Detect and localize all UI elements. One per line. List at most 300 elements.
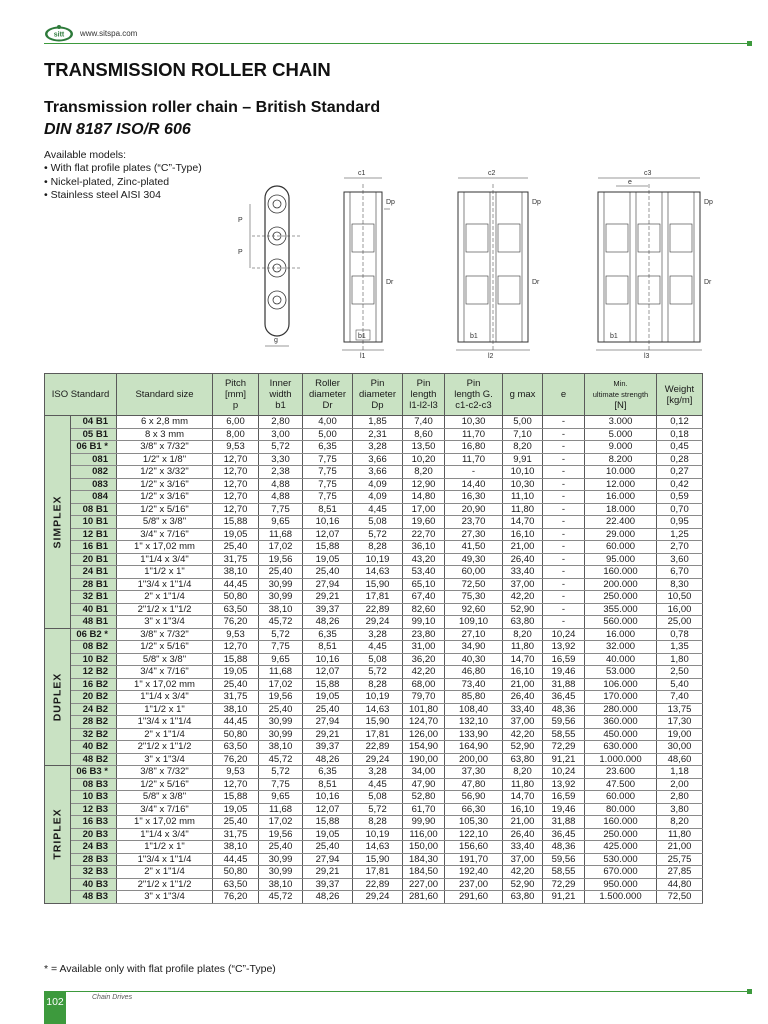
inner-width-cell: 30,99 <box>259 866 303 879</box>
e-value-cell: - <box>543 516 585 529</box>
weight-cell: 10,50 <box>657 591 703 604</box>
pin-length-cell: 19,60 <box>403 516 445 529</box>
iso-code-cell: 32 B3 <box>71 866 117 879</box>
pin-length-g-cell: 41,50 <box>445 541 503 554</box>
footer-rule <box>44 991 752 992</box>
iso-code-cell: 083 <box>71 478 117 491</box>
standard-size-cell: 3/8" x 7/32" <box>117 628 213 641</box>
pin-length-g-cell: 92,60 <box>445 603 503 616</box>
iso-code-cell: 48 B3 <box>71 891 117 904</box>
c2-label: c2 <box>488 170 496 177</box>
pin-length-cell: 36,20 <box>403 653 445 666</box>
dr-label: Dr <box>386 279 394 286</box>
pin-diameter-cell: 4,09 <box>353 478 403 491</box>
pin-length-cell: 150,00 <box>403 841 445 854</box>
g-max-cell: 37,00 <box>503 578 543 591</box>
iso-code-cell: 08 B3 <box>71 778 117 791</box>
pin-length-g-cell: 85,80 <box>445 691 503 704</box>
standard-size-cell: 2" x 1"1/4 <box>117 728 213 741</box>
standard-size-cell: 1/2" x 3/16" <box>117 491 213 504</box>
iso-code-cell: 28 B2 <box>71 716 117 729</box>
iso-code-cell: 40 B3 <box>71 878 117 891</box>
pin-length-g-cell: 72,50 <box>445 578 503 591</box>
group-label-cell <box>45 766 71 904</box>
pin-length-g-cell: 105,30 <box>445 816 503 829</box>
weight-cell: 2,00 <box>657 778 703 791</box>
table-row <box>45 853 703 866</box>
pitch-cell: 25,40 <box>213 678 259 691</box>
standard-size-cell: 6 x 2,8 mm <box>117 416 213 429</box>
pin-length-g-cell: 156,60 <box>445 841 503 854</box>
g-max-cell: 52,90 <box>503 603 543 616</box>
pitch-cell: 38,10 <box>213 703 259 716</box>
e-value-cell: 31,88 <box>543 678 585 691</box>
pitch-cell: 15,88 <box>213 791 259 804</box>
weight-cell: 48,60 <box>657 753 703 766</box>
g-max-cell: 5,00 <box>503 416 543 429</box>
g-max-cell: 21,00 <box>503 541 543 554</box>
pin-length-g-cell: 56,90 <box>445 791 503 804</box>
roller-diameter-cell: 39,37 <box>303 878 353 891</box>
ultimate-strength-cell: 200.000 <box>585 578 657 591</box>
iso-code-cell: 08 B1 <box>71 503 117 516</box>
pitch-cell: 63,50 <box>213 741 259 754</box>
pin-length-cell: 10,20 <box>403 453 445 466</box>
table-row <box>45 828 703 841</box>
roller-diameter-cell: 6,35 <box>303 441 353 454</box>
standard-size-cell: 1/2" x 5/16" <box>117 641 213 654</box>
weight-cell: 2,50 <box>657 666 703 679</box>
side-view <box>238 186 302 346</box>
pin-diameter-cell: 3,28 <box>353 441 403 454</box>
pin-length-cell: 53,40 <box>403 566 445 579</box>
pin-diameter-cell: 8,28 <box>353 678 403 691</box>
e-value-cell: - <box>543 578 585 591</box>
pin-diameter-cell: 5,72 <box>353 803 403 816</box>
iso-code-cell: 06 B1 * <box>71 441 117 454</box>
standard-size-cell: 3/4" x 7/16" <box>117 666 213 679</box>
g-max-cell: 11,80 <box>503 641 543 654</box>
g-max-cell: 16,10 <box>503 528 543 541</box>
e-value-cell: 19,46 <box>543 803 585 816</box>
pin-length-g-cell: - <box>445 466 503 479</box>
g-max-cell: 63,80 <box>503 753 543 766</box>
ultimate-strength-cell: 670.000 <box>585 866 657 879</box>
pin-length-cell: 67,40 <box>403 591 445 604</box>
pin-length-g-cell: 37,30 <box>445 766 503 779</box>
weight-cell: 3,60 <box>657 553 703 566</box>
pin-length-cell: 7,40 <box>403 416 445 429</box>
inner-width-cell: 2,38 <box>259 466 303 479</box>
pitch-label-1: P <box>238 249 243 256</box>
pitch-cell: 6,00 <box>213 416 259 429</box>
g-max-cell: 26,40 <box>503 828 543 841</box>
pin-length-g-cell: 164,90 <box>445 741 503 754</box>
table-row <box>45 603 703 616</box>
table-row <box>45 628 703 641</box>
pitch-cell: 76,20 <box>213 891 259 904</box>
e-value-cell: 48,36 <box>543 841 585 854</box>
pitch-cell: 12,70 <box>213 453 259 466</box>
table-row <box>45 791 703 804</box>
roller-diameter-cell: 7,75 <box>303 453 353 466</box>
inner-width-cell: 3,30 <box>259 453 303 466</box>
standard-size-cell: 3" x 1"3/4 <box>117 753 213 766</box>
table-row <box>45 703 703 716</box>
pin-length-g-cell: 20,90 <box>445 503 503 516</box>
e-value-cell: - <box>543 466 585 479</box>
dr-label-triplex: Dr <box>704 279 712 286</box>
weight-cell: 0,95 <box>657 516 703 529</box>
standard-size-cell: 1"1/4 x 3/4" <box>117 691 213 704</box>
pin-diameter-cell: 3,28 <box>353 766 403 779</box>
iso-code-cell: 28 B1 <box>71 578 117 591</box>
weight-cell: 1,35 <box>657 641 703 654</box>
standard-size-cell: 5/8" x 3/8" <box>117 791 213 804</box>
standard-size-cell: 1/2" x 5/16" <box>117 503 213 516</box>
roller-diameter-cell: 7,75 <box>303 466 353 479</box>
iso-code-cell: 48 B1 <box>71 616 117 629</box>
inner-width-cell: 7,75 <box>259 503 303 516</box>
e-value-cell: 72,29 <box>543 878 585 891</box>
pin-length-cell: 23,80 <box>403 628 445 641</box>
model-item: • Nickel-plated, Zinc-plated <box>44 176 202 190</box>
pitch-cell: 12,70 <box>213 641 259 654</box>
weight-cell: 72,50 <box>657 891 703 904</box>
pitch-cell: 12,70 <box>213 503 259 516</box>
inner-width-cell: 5,72 <box>259 766 303 779</box>
table-row <box>45 553 703 566</box>
g-max-cell: 9,91 <box>503 453 543 466</box>
pin-length-g-cell: 192,40 <box>445 866 503 879</box>
e-value-cell: 16,59 <box>543 791 585 804</box>
e-value-cell: 91,21 <box>543 891 585 904</box>
inner-width-cell: 7,75 <box>259 778 303 791</box>
pin-diameter-cell: 14,63 <box>353 841 403 854</box>
iso-code-cell: 20 B3 <box>71 828 117 841</box>
pin-length-cell: 281,60 <box>403 891 445 904</box>
ultimate-strength-cell: 425.000 <box>585 841 657 854</box>
header-roller-diameter-l1: Roller <box>315 378 340 389</box>
pin-length-cell: 65,10 <box>403 578 445 591</box>
dp-label-duplex: Dp <box>532 199 541 206</box>
ultimate-strength-cell: 22.400 <box>585 516 657 529</box>
pin-diameter-cell: 5,08 <box>353 791 403 804</box>
roller-diameter-cell: 19,05 <box>303 553 353 566</box>
pin-length-g-cell: 237,00 <box>445 878 503 891</box>
pin-length-g-cell: 34,90 <box>445 641 503 654</box>
iso-code-cell: 081 <box>71 453 117 466</box>
footer-label: Chain Drives <box>92 994 133 1001</box>
iso-code-cell: 10 B2 <box>71 653 117 666</box>
pin-length-g-cell: 27,30 <box>445 528 503 541</box>
ultimate-strength-cell: 355.000 <box>585 603 657 616</box>
pin-diameter-cell: 29,24 <box>353 753 403 766</box>
g-max-cell: 42,20 <box>503 728 543 741</box>
inner-width-cell: 9,65 <box>259 653 303 666</box>
l3-label: l3 <box>644 353 650 360</box>
standard-size-cell: 1"1/4 x 3/4" <box>117 828 213 841</box>
duplex-group <box>45 628 703 766</box>
inner-width-cell: 38,10 <box>259 741 303 754</box>
iso-code-cell: 48 B2 <box>71 753 117 766</box>
pin-length-g-cell: 291,60 <box>445 891 503 904</box>
header-weight-l2: [kg/m] <box>666 394 693 406</box>
header-roller-diameter <box>303 374 353 416</box>
ultimate-strength-cell: 5.000 <box>585 428 657 441</box>
dr-label-duplex: Dr <box>532 279 540 286</box>
pitch-cell: 50,80 <box>213 866 259 879</box>
table-header-row <box>45 374 703 416</box>
weight-cell: 1,80 <box>657 653 703 666</box>
iso-code-cell: 24 B1 <box>71 566 117 579</box>
roller-diameter-cell: 10,16 <box>303 791 353 804</box>
table-row <box>45 491 703 504</box>
pitch-cell: 63,50 <box>213 603 259 616</box>
pitch-cell: 12,70 <box>213 478 259 491</box>
group-label-cell <box>45 416 71 629</box>
iso-code-cell: 24 B2 <box>71 703 117 716</box>
weight-cell: 0,45 <box>657 441 703 454</box>
e-value-cell: 48,36 <box>543 703 585 716</box>
ultimate-strength-cell: 630.000 <box>585 741 657 754</box>
header-inner-width-l3: b1 <box>275 400 286 411</box>
e-value-cell: - <box>543 441 585 454</box>
inner-width-cell: 9,65 <box>259 516 303 529</box>
g-max-cell: 33,40 <box>503 566 543 579</box>
pin-diameter-cell: 29,24 <box>353 616 403 629</box>
pitch-cell: 9,53 <box>213 766 259 779</box>
standard-size-cell: 1"1/2 x 1" <box>117 566 213 579</box>
pin-diameter-cell: 15,90 <box>353 578 403 591</box>
standard-size-cell: 1"3/4 x 1"1/4 <box>117 853 213 866</box>
table-row <box>45 466 703 479</box>
e-value-cell: 10,24 <box>543 766 585 779</box>
standard-size-cell: 1"1/2 x 1" <box>117 703 213 716</box>
g-max-cell: 63,80 <box>503 616 543 629</box>
model-item: • Stainless steel AISI 304 <box>44 189 202 203</box>
pitch-cell: 44,45 <box>213 853 259 866</box>
iso-code-cell: 082 <box>71 466 117 479</box>
e-value-cell: 10,24 <box>543 628 585 641</box>
b1-label-duplex: b1 <box>470 333 478 340</box>
b1-label-simplex: b1 <box>358 333 366 340</box>
g-max-cell: 42,20 <box>503 591 543 604</box>
header-pin-length-g-l2: length G. <box>454 389 493 400</box>
header-ultimate-strength-l3: [N] <box>614 400 627 411</box>
weight-cell: 21,00 <box>657 841 703 854</box>
pin-length-g-cell: 11,70 <box>445 453 503 466</box>
weight-cell: 6,70 <box>657 566 703 579</box>
inner-width-cell: 11,68 <box>259 528 303 541</box>
standard-size-cell: 2" x 1"1/4 <box>117 591 213 604</box>
e-label: e <box>628 179 632 186</box>
weight-cell: 16,00 <box>657 603 703 616</box>
table-row <box>45 891 703 904</box>
roller-diameter-cell: 10,16 <box>303 516 353 529</box>
ultimate-strength-cell: 60.000 <box>585 541 657 554</box>
roller-diameter-cell: 19,05 <box>303 691 353 704</box>
pin-diameter-cell: 29,24 <box>353 891 403 904</box>
pin-length-cell: 61,70 <box>403 803 445 816</box>
table-row <box>45 616 703 629</box>
pin-diameter-cell: 8,28 <box>353 816 403 829</box>
weight-cell: 0,28 <box>657 453 703 466</box>
g-max-cell: 8,20 <box>503 766 543 779</box>
pin-length-g-cell: 47,80 <box>445 778 503 791</box>
group-label: DUPLEX <box>50 672 63 722</box>
g-max-cell: 26,40 <box>503 691 543 704</box>
pin-length-cell: 99,10 <box>403 616 445 629</box>
iso-code-cell: 28 B3 <box>71 853 117 866</box>
pin-length-cell: 43,20 <box>403 553 445 566</box>
pin-length-g-cell: 109,10 <box>445 616 503 629</box>
e-value-cell: - <box>543 416 585 429</box>
table-row <box>45 428 703 441</box>
pin-diameter-cell: 5,08 <box>353 516 403 529</box>
table-row <box>45 778 703 791</box>
pin-length-g-cell: 66,30 <box>445 803 503 816</box>
pin-diameter-cell: 1,85 <box>353 416 403 429</box>
g-max-cell: 14,70 <box>503 653 543 666</box>
g-max-cell: 11,10 <box>503 491 543 504</box>
weight-cell: 1,25 <box>657 528 703 541</box>
models-list <box>44 162 202 203</box>
pin-diameter-cell: 22,89 <box>353 741 403 754</box>
pin-diameter-cell: 10,19 <box>353 828 403 841</box>
g-max-cell: 52,90 <box>503 741 543 754</box>
inner-width-cell: 4,88 <box>259 491 303 504</box>
pin-length-cell: 17,00 <box>403 503 445 516</box>
iso-code-cell: 06 B2 * <box>71 628 117 641</box>
e-value-cell: - <box>543 591 585 604</box>
pitch-cell: 12,70 <box>213 466 259 479</box>
header-pin-length-g <box>445 374 503 416</box>
table-row <box>45 566 703 579</box>
weight-cell: 2,70 <box>657 541 703 554</box>
iso-code-cell: 08 B2 <box>71 641 117 654</box>
e-value-cell: - <box>543 566 585 579</box>
header-ultimate-strength <box>585 374 657 416</box>
table-row <box>45 578 703 591</box>
table-row <box>45 641 703 654</box>
table-row <box>45 803 703 816</box>
weight-cell: 27,85 <box>657 866 703 879</box>
pitch-cell: 76,20 <box>213 753 259 766</box>
iso-code-cell: 40 B2 <box>71 741 117 754</box>
ultimate-strength-cell: 16.000 <box>585 491 657 504</box>
pin-length-g-cell: 16,30 <box>445 491 503 504</box>
group-label: SIMPLEX <box>50 495 63 549</box>
pitch-cell: 63,50 <box>213 878 259 891</box>
table-row <box>45 678 703 691</box>
pin-diameter-cell: 5,72 <box>353 666 403 679</box>
inner-width-cell: 30,99 <box>259 716 303 729</box>
g-max-cell: 37,00 <box>503 716 543 729</box>
inner-width-cell: 17,02 <box>259 678 303 691</box>
weight-cell: 30,00 <box>657 741 703 754</box>
inner-width-cell: 25,40 <box>259 841 303 854</box>
pin-diameter-cell: 3,66 <box>353 466 403 479</box>
e-value-cell: 72,29 <box>543 741 585 754</box>
ultimate-strength-cell: 53.000 <box>585 666 657 679</box>
standard-size-cell: 1"1/2 x 1" <box>117 841 213 854</box>
g-max-cell: 21,00 <box>503 678 543 691</box>
e-value-cell: - <box>543 528 585 541</box>
ultimate-strength-cell: 12.000 <box>585 478 657 491</box>
pin-length-cell: 31,00 <box>403 641 445 654</box>
iso-code-cell: 12 B3 <box>71 803 117 816</box>
ultimate-strength-cell: 250.000 <box>585 828 657 841</box>
roller-diameter-cell: 29,21 <box>303 866 353 879</box>
g-max-cell: 10,10 <box>503 466 543 479</box>
table-row <box>45 478 703 491</box>
pin-length-g-cell: 191,70 <box>445 853 503 866</box>
roller-diameter-cell: 27,94 <box>303 578 353 591</box>
table-row <box>45 691 703 704</box>
spec-table <box>44 373 703 904</box>
pin-length-g-cell: 46,80 <box>445 666 503 679</box>
standard-size-cell: 3/4" x 7/16" <box>117 803 213 816</box>
header-pin-length-l3: l1-l2-l3 <box>409 400 438 411</box>
pin-length-cell: 82,60 <box>403 603 445 616</box>
header-pin-length-g-l1: Pin <box>466 378 481 389</box>
weight-cell: 25,75 <box>657 853 703 866</box>
models-label: Available models: <box>44 149 127 161</box>
table-row <box>45 666 703 679</box>
standard-size-cell: 8 x 3 mm <box>117 428 213 441</box>
pin-length-g-cell: 49,30 <box>445 553 503 566</box>
pin-length-g-cell: 122,10 <box>445 828 503 841</box>
ultimate-strength-cell: 10.000 <box>585 466 657 479</box>
triplex-view <box>596 170 713 360</box>
e-value-cell: 59,56 <box>543 853 585 866</box>
l1-label: l1 <box>360 353 366 360</box>
page-title: TRANSMISSION ROLLER CHAIN <box>44 59 331 80</box>
iso-code-cell: 20 B2 <box>71 691 117 704</box>
iso-code-cell: 10 B1 <box>71 516 117 529</box>
page-number: 102 <box>44 992 66 1024</box>
inner-width-cell: 38,10 <box>259 603 303 616</box>
pitch-cell: 12,70 <box>213 491 259 504</box>
header-pin-length-l2: length <box>410 389 437 400</box>
iso-code-cell: 16 B3 <box>71 816 117 829</box>
pin-length-cell: 52,80 <box>403 791 445 804</box>
ultimate-strength-cell: 360.000 <box>585 716 657 729</box>
inner-width-cell: 17,02 <box>259 541 303 554</box>
pin-length-cell: 184,30 <box>403 853 445 866</box>
table-row <box>45 816 703 829</box>
weight-cell: 0,59 <box>657 491 703 504</box>
weight-cell: 3,80 <box>657 803 703 816</box>
site-url[interactable]: www.sitspa.com <box>80 29 138 38</box>
header-pin-diameter-l3: Dp <box>371 400 384 411</box>
ultimate-strength-cell: 250.000 <box>585 591 657 604</box>
g-max-cell: 14,70 <box>503 791 543 804</box>
g-max-cell: 10,30 <box>503 478 543 491</box>
ultimate-strength-cell: 1.500.000 <box>585 891 657 904</box>
table-row <box>45 728 703 741</box>
simplex-view <box>342 170 395 360</box>
pin-length-g-cell: 132,10 <box>445 716 503 729</box>
pin-length-cell: 8,60 <box>403 428 445 441</box>
e-value-cell: - <box>543 428 585 441</box>
pin-diameter-cell: 17,81 <box>353 591 403 604</box>
standard-size-cell: 3" x 1"3/4 <box>117 616 213 629</box>
ultimate-strength-cell: 9.000 <box>585 441 657 454</box>
pin-length-cell: 101,80 <box>403 703 445 716</box>
pin-length-cell: 8,20 <box>403 466 445 479</box>
